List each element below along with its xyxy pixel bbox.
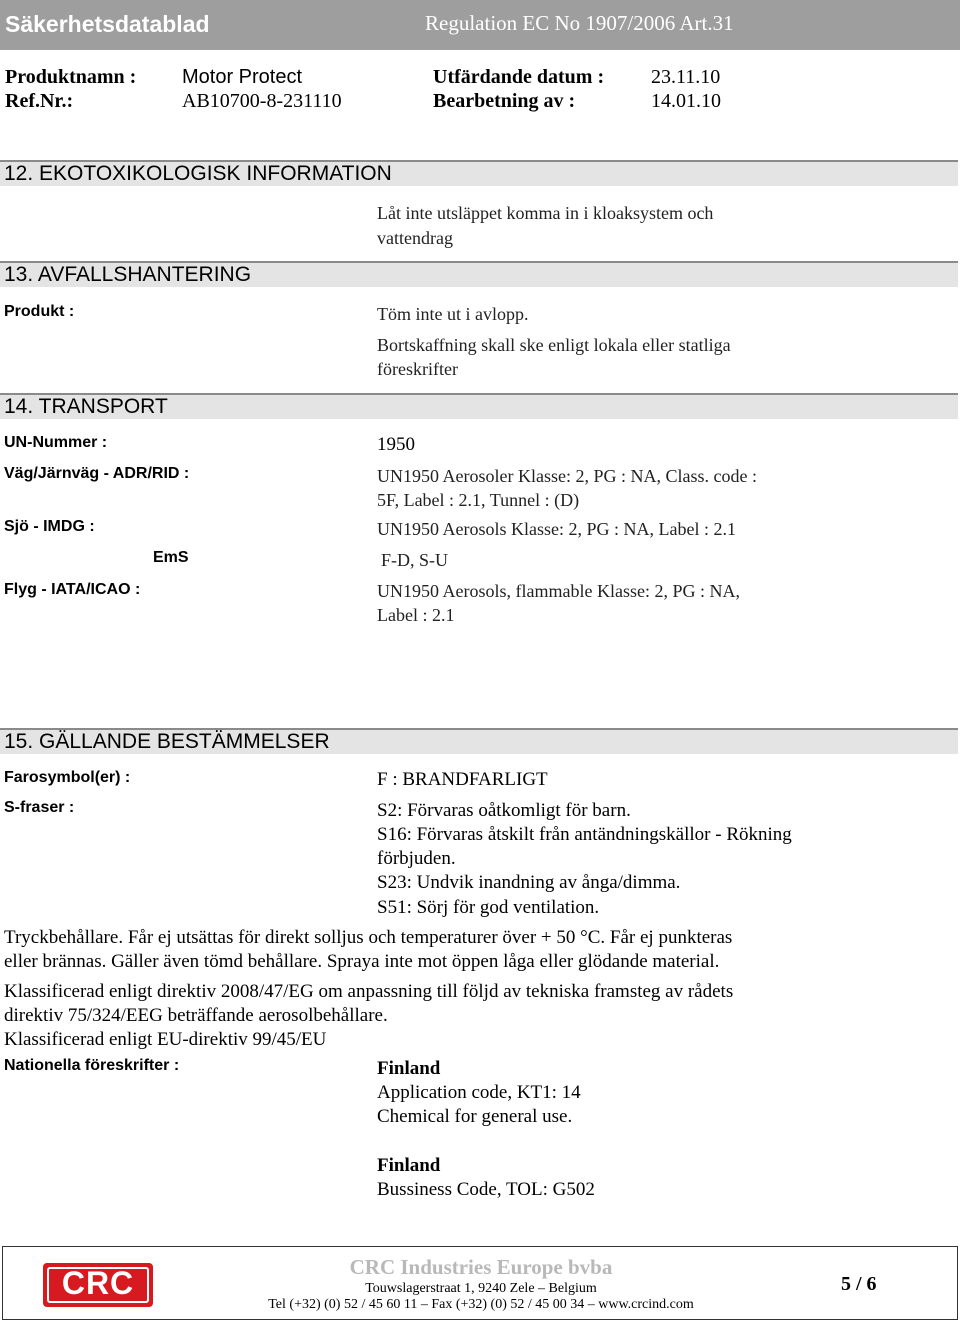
finland-heading-2: Finland: [377, 1155, 441, 1176]
un-number-label: UN-Nummer :: [4, 434, 108, 451]
section-12-heading: [0, 160, 958, 186]
section-15-title: 15. GÄLLANDE BESTÄMMELSER: [4, 730, 330, 753]
imdg-value: UN1950 Aerosols Klasse: 2, PG : NA, Label : 2.1: [377, 519, 736, 539]
section-13-heading: [0, 261, 958, 287]
s12-text-line2: vattendrag: [377, 228, 453, 248]
section-15-heading: [0, 728, 958, 754]
s2-phrase: S2: Förvaras oåtkomligt för barn.: [377, 800, 631, 821]
company-name: CRC Industries Europe bvba: [349, 1255, 613, 1279]
s13-line3: föreskrifter: [377, 359, 458, 379]
document-footer: [2, 1246, 958, 1320]
page-number: 5 / 6: [841, 1273, 877, 1295]
finland-application-code: Application code, KT1: 14: [377, 1082, 581, 1103]
product-name: Motor Protect: [182, 66, 303, 88]
national-regulations-label: Nationella föreskrifter :: [4, 1057, 180, 1074]
un-number-value: 1950: [377, 434, 415, 455]
eu-directive-line: Klassificerad enligt EU-direktiv 99/45/EU: [4, 1029, 327, 1050]
finland-heading-1: Finland: [377, 1058, 441, 1079]
finland-chemical-use: Chemical for general use.: [377, 1106, 573, 1127]
storage-paragraph-line1: Tryckbehållare. Får ej utsättas för direkt solljus och temperaturer över + 50 °C. Får ej punkteras: [4, 927, 733, 948]
s-phrases-label: S-fraser :: [4, 799, 75, 816]
adr-line2: 5F, Label : 2.1, Tunnel : (D): [377, 490, 580, 510]
document-title: Säkerhetsdatablad: [5, 11, 210, 37]
section-14-heading: [0, 393, 958, 419]
s12-text-line1: Låt inte utsläppet komma in i kloaksystem och: [377, 203, 714, 223]
hazard-symbol-label: Farosymbol(er) :: [4, 769, 131, 786]
product-name-label: Produktnamn :: [5, 66, 137, 88]
crc-logo-text: CRC: [61, 1265, 135, 1301]
s16-phrase-line1: S16: Förvaras åtskilt från antändningskällor - Rökning: [377, 824, 792, 845]
classification-paragraph-line2: direktiv 75/324/EEG beträffande aerosolbehållare.: [4, 1005, 388, 1026]
section-13-title: 13. AVFALLSHANTERING: [4, 263, 252, 286]
imdg-label: Sjö - IMDG :: [4, 518, 95, 535]
ems-value: F-D, S-U: [381, 550, 449, 570]
document-header-bar: [0, 0, 960, 50]
ems-label: EmS: [153, 549, 189, 566]
iata-label: Flyg - IATA/ICAO :: [4, 581, 141, 598]
adr-line1: UN1950 Aerosoler Klasse: 2, PG : NA, Class. code :: [377, 466, 757, 486]
company-contact: Tel (+32) (0) 52 / 45 60 11 – Fax (+32) (0) 52 / 45 00 34 – www.crcind.com: [268, 1297, 694, 1312]
issue-date: 23.11.10: [651, 66, 721, 88]
revision-date: 14.01.10: [651, 90, 721, 112]
finland-business-code: Bussiness Code, TOL: G502: [377, 1179, 595, 1200]
section-14-title: 14. TRANSPORT: [4, 395, 168, 418]
regulation-reference: Regulation EC No 1907/2006 Art.31: [425, 11, 734, 35]
s51-phrase: S51: Sörj för god ventilation.: [377, 897, 600, 918]
hazard-symbol-value: F : BRANDFARLIGT: [377, 769, 548, 790]
s16-phrase-line2: förbjuden.: [377, 848, 456, 869]
company-address: Touwslagerstraat 1, 9240 Zele – Belgium: [365, 1281, 597, 1296]
ref-label: Ref.Nr.:: [5, 90, 74, 112]
classification-paragraph-line1: Klassificerad enligt direktiv 2008/47/EG om anpassning till följd av tekniska framsteg av rådets: [4, 981, 734, 1002]
issue-date-label: Utfärdande datum :: [433, 66, 605, 88]
section-12-title: 12. EKOTOXIKOLOGISK INFORMATION: [4, 162, 392, 185]
s23-phrase: S23: Undvik inandning av ånga/dimma.: [377, 872, 681, 893]
s13-line1: Töm inte ut i avlopp.: [377, 304, 529, 324]
revision-label: Bearbetning av :: [433, 90, 576, 112]
iata-line1: UN1950 Aerosols, flammable Klasse: 2, PG : NA,: [377, 581, 740, 601]
adr-label: Väg/Järnväg - ADR/RID :: [4, 465, 190, 482]
ref-number: AB10700-8-231110: [182, 90, 342, 112]
storage-paragraph-line2: eller brännas. Gäller även tömd behållare. Spraya inte mot öppen låga eller glödande material.: [4, 951, 720, 972]
product-disposal-label: Produkt :: [4, 303, 75, 320]
s13-line2: Bortskaffning skall ske enligt lokala eller statliga: [377, 335, 731, 355]
iata-line2: Label : 2.1: [377, 605, 455, 625]
